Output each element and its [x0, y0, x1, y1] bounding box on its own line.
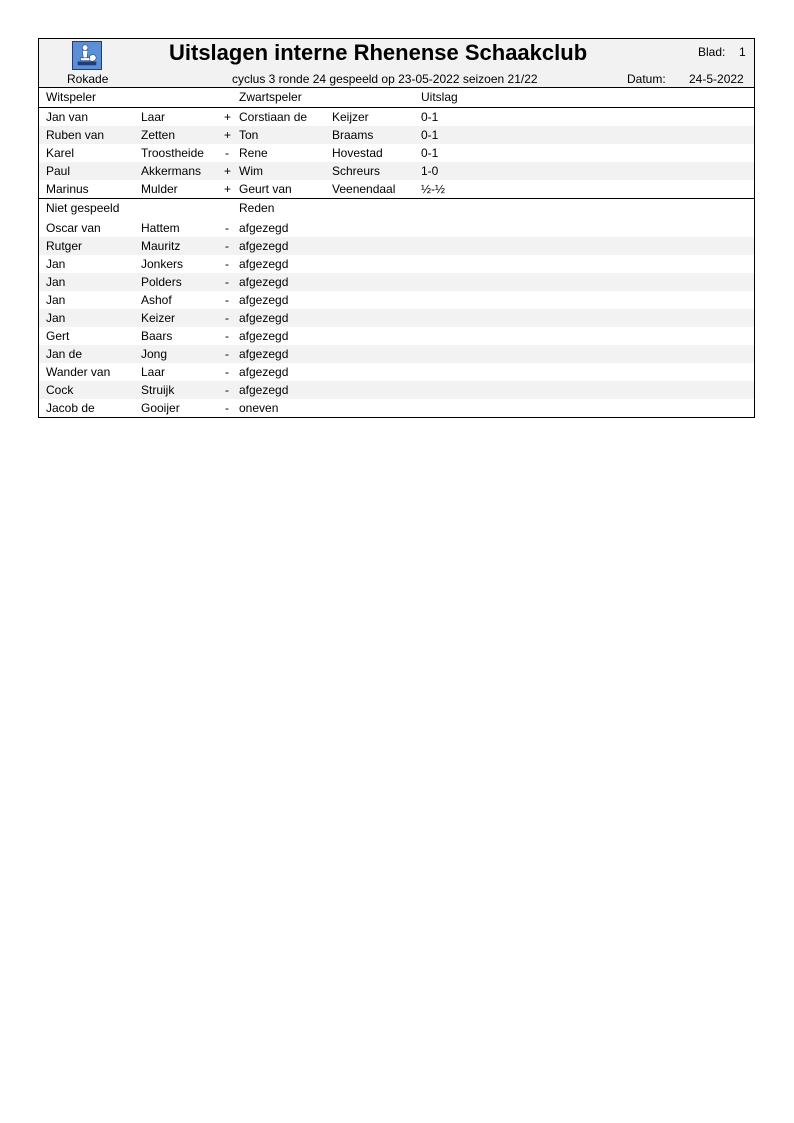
entry-sign: -	[225, 311, 229, 325]
column-header-result: Uitslag	[421, 90, 458, 104]
game-result: 0-1	[421, 128, 439, 142]
list-item	[39, 381, 754, 399]
results-header-row	[39, 88, 754, 108]
club-name: Rokade	[67, 72, 109, 86]
black-first-name: Geurt van	[239, 182, 292, 196]
game-row	[39, 144, 754, 162]
white-first-name: Karel	[46, 146, 75, 160]
game-sign: +	[224, 128, 232, 142]
game-row	[39, 126, 754, 144]
entry-sign: -	[225, 275, 229, 289]
black-last-name: Hovestad	[332, 146, 383, 160]
player-last-name: Laar	[141, 365, 166, 379]
entry-sign: -	[225, 293, 229, 307]
black-last-name: Braams	[332, 128, 374, 142]
player-last-name: Keizer	[141, 311, 176, 325]
player-last-name: Gooijer	[141, 401, 180, 415]
date-value: 24-5-2022	[689, 72, 744, 86]
not-played-list	[39, 219, 754, 417]
player-last-name: Mauritz	[141, 239, 181, 253]
player-first-name: Jan	[46, 257, 66, 271]
sheet-label: Blad:	[698, 45, 726, 59]
player-first-name: Wander van	[46, 365, 111, 379]
entry-sign: -	[225, 347, 229, 361]
game-row	[39, 180, 754, 198]
game-result: ½-½	[421, 182, 446, 196]
column-header-reason: Reden	[239, 201, 275, 215]
list-item	[39, 255, 754, 273]
black-first-name: Ton	[239, 128, 259, 142]
column-header-not-played: Niet gespeeld	[46, 201, 120, 215]
black-last-name: Veenendaal	[332, 182, 396, 196]
reason-text: afgezegd	[239, 347, 289, 361]
reason-text: afgezegd	[239, 383, 289, 397]
reason-text: afgezegd	[239, 365, 289, 379]
black-last-name: Keijzer	[332, 110, 369, 124]
not-played-header-row	[39, 198, 754, 217]
white-first-name: Paul	[46, 164, 71, 178]
player-last-name: Jonkers	[141, 257, 184, 271]
white-last-name: Zetten	[141, 128, 176, 142]
reason-text: afgezegd	[239, 275, 289, 289]
white-last-name: Mulder	[141, 182, 178, 196]
black-first-name: Wim	[239, 164, 263, 178]
reason-text: afgezegd	[239, 239, 289, 253]
game-sign: +	[224, 110, 232, 124]
list-item	[39, 219, 754, 237]
player-first-name: Jacob de	[46, 401, 95, 415]
reason-text: afgezegd	[239, 329, 289, 343]
player-first-name: Jan	[46, 293, 66, 307]
entry-sign: -	[225, 365, 229, 379]
game-result: 1-0	[421, 164, 439, 178]
player-first-name: Rutger	[46, 239, 83, 253]
player-first-name: Gert	[46, 329, 70, 343]
list-item	[39, 345, 754, 363]
white-last-name: Laar	[141, 110, 166, 124]
entry-sign: -	[225, 239, 229, 253]
game-result: 0-1	[421, 110, 439, 124]
player-first-name: Jan	[46, 311, 66, 325]
list-item	[39, 309, 754, 327]
column-header-black: Zwartspeler	[239, 90, 302, 104]
chess-club-logo-icon	[72, 41, 102, 70]
reason-text: oneven	[239, 401, 279, 415]
game-sign: +	[224, 182, 232, 196]
reason-text: afgezegd	[239, 257, 289, 271]
entry-sign: -	[225, 329, 229, 343]
player-first-name: Cock	[46, 383, 74, 397]
player-first-name: Jan	[46, 275, 66, 289]
white-last-name: Troostheide	[141, 146, 204, 160]
entry-sign: -	[225, 383, 229, 397]
round-subtitle: cyclus 3 ronde 24 gespeeld op 23-05-2022 seizoen 21/22	[232, 72, 538, 86]
list-item	[39, 363, 754, 381]
reason-text: afgezegd	[239, 311, 289, 325]
list-item	[39, 399, 754, 417]
black-first-name: Rene	[239, 146, 268, 160]
player-last-name: Polders	[141, 275, 182, 289]
list-item	[39, 327, 754, 345]
reason-text: afgezegd	[239, 221, 289, 235]
games-list	[39, 108, 754, 198]
sheet-number: 1	[739, 45, 746, 59]
game-sign: +	[224, 164, 232, 178]
entry-sign: -	[225, 401, 229, 415]
black-first-name: Corstiaan de	[239, 110, 308, 124]
player-last-name: Struijk	[141, 383, 175, 397]
player-last-name: Baars	[141, 329, 173, 343]
white-first-name: Marinus	[46, 182, 89, 196]
page-title: Uitslagen interne Rhenense Schaakclub	[169, 40, 588, 65]
black-last-name: Schreurs	[332, 164, 381, 178]
game-row	[39, 162, 754, 180]
list-item	[39, 291, 754, 309]
player-first-name: Jan de	[46, 347, 83, 361]
sheet-header	[39, 39, 754, 88]
game-row	[39, 108, 754, 126]
list-item	[39, 273, 754, 291]
player-last-name: Jong	[141, 347, 168, 361]
column-header-white: Witspeler	[46, 90, 97, 104]
white-first-name: Jan van	[46, 110, 89, 124]
list-item	[39, 237, 754, 255]
game-result: 0-1	[421, 146, 439, 160]
reason-text: afgezegd	[239, 293, 289, 307]
white-first-name: Ruben van	[46, 128, 105, 142]
entry-sign: -	[225, 257, 229, 271]
player-first-name: Oscar van	[46, 221, 101, 235]
entry-sign: -	[225, 221, 229, 235]
player-last-name: Hattem	[141, 221, 180, 235]
game-sign: -	[225, 146, 229, 160]
white-last-name: Akkermans	[141, 164, 202, 178]
player-last-name: Ashof	[141, 293, 172, 307]
results-sheet	[38, 38, 755, 418]
date-label: Datum:	[627, 72, 666, 86]
